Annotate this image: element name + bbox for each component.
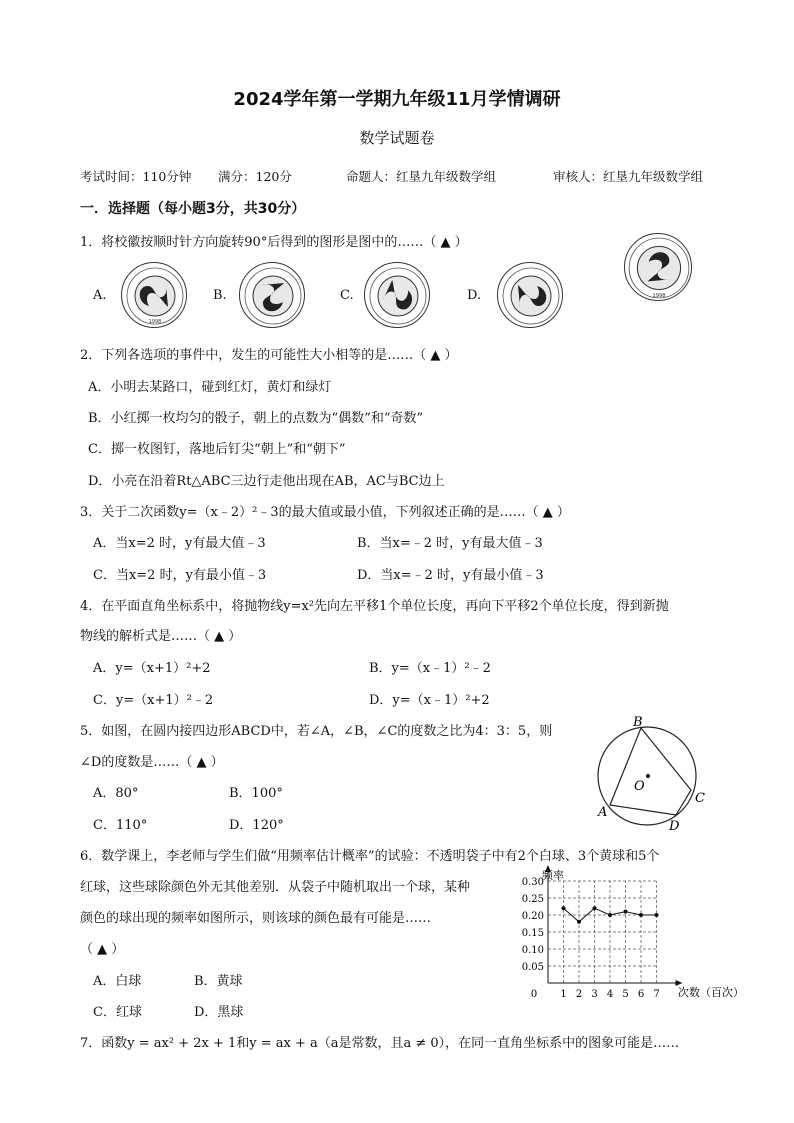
label-d: D bbox=[669, 819, 680, 834]
chart-ylabel: 频率 bbox=[542, 869, 564, 882]
q6-stem-line2: 红球，这些球除颜色外无其他差别．从袋子中随机取出一个球，某种 bbox=[80, 880, 471, 895]
q6-frequency-chart bbox=[500, 865, 750, 1005]
page-title: 2024学年第一学期九年级11月学情调研 bbox=[233, 89, 561, 110]
full-score: 满分：120分 bbox=[218, 169, 292, 184]
q1-stem: 1．将校徽按顺时针方向旋转90°后得到的图形是图中的……（ ▲ ） bbox=[80, 235, 468, 250]
x-tick-label: 3 bbox=[591, 989, 598, 1000]
badge-year: 1998 bbox=[652, 292, 666, 299]
q5-stem-line2: ∠D的度数是……（ ▲ ） bbox=[80, 755, 224, 770]
section-title: 一．选择题（每小题3分，共30分） bbox=[80, 201, 306, 217]
x-tick-label: 1 bbox=[560, 989, 567, 1000]
q1-option-c-label: C. bbox=[340, 288, 354, 303]
frequency-point bbox=[655, 913, 659, 917]
q3-option-d: D．当x=﹣2 时，y有最小值﹣3 bbox=[357, 568, 544, 583]
q4-option-d: D．y=（x﹣1）²+2 bbox=[369, 693, 490, 708]
q5-stem-line1: 5．如图，在圆内接四边形ABCD中，若∠A，∠B，∠C的度数之比为4：3：5，则 bbox=[80, 724, 553, 739]
q5-option-a: A．80° bbox=[93, 786, 139, 801]
q4-stem-line2: 物线的解析式是……（ ▲ ） bbox=[80, 629, 242, 644]
q4-option-a: A．y=（x+1）²+2 bbox=[93, 661, 211, 676]
frequency-point bbox=[624, 910, 628, 914]
y-tick-label: 0.15 bbox=[521, 928, 544, 939]
chart-grid bbox=[548, 881, 657, 983]
q6-stem-line1: 6．数学课上，李老师与学生们做“用频率估计概率”的试验：不透明袋子中有2个白球、3个黄球和5个 bbox=[80, 849, 660, 864]
y-tick-label: 0.05 bbox=[521, 962, 544, 973]
q4-option-c: C．y=（x+1）²﹣2 bbox=[93, 693, 214, 708]
x-tick-label: 5 bbox=[622, 989, 629, 1000]
page-subtitle: 数学试题卷 bbox=[359, 129, 435, 147]
q6-option-a: A．白球 bbox=[93, 974, 142, 989]
frequency-point bbox=[577, 920, 581, 924]
q2-option-d: D．小亮在沿着Rt△ABC三边行走他出现在AB，AC与BC边上 bbox=[88, 474, 445, 489]
x-tick-label: 0 bbox=[530, 989, 538, 1000]
label-b: B bbox=[633, 715, 643, 730]
q2-stem: 2．下列各选项的事件中，发生的可能性大小相等的是……（ ▲ ） bbox=[80, 348, 458, 363]
frequency-point bbox=[593, 906, 597, 910]
x-tick-label: 2 bbox=[575, 989, 583, 1000]
x-tick-label: 6 bbox=[637, 989, 645, 1000]
q3-stem: 3．关于二次函数y=（x﹣2）²﹣3的最大值或最小值，下列叙述正确的是……（ ▲ ） bbox=[80, 505, 570, 520]
q3-option-a: A．当x=2 时，y有最大值﹣3 bbox=[93, 536, 266, 551]
q1-option-c-badge[interactable] bbox=[364, 262, 430, 328]
y-tick-label: 0.30 bbox=[521, 877, 544, 888]
reviewer: 审核人：红垦九年级数学组 bbox=[553, 169, 704, 184]
x-tick-label: 7 bbox=[653, 989, 660, 1000]
q3-option-c: C．当x=2 时，y有最小值﹣3 bbox=[93, 568, 267, 583]
y-tick-label: 0.20 bbox=[521, 911, 544, 922]
q3-option-b: B．当x=﹣2 时，y有最大值﹣3 bbox=[357, 536, 543, 551]
q5-circle-figure bbox=[590, 712, 715, 837]
q5-option-b: B．100° bbox=[229, 786, 283, 801]
frequency-point bbox=[562, 906, 566, 910]
y-tick-label: 0.25 bbox=[521, 894, 544, 905]
q6-option-d: D．黑球 bbox=[194, 1005, 244, 1020]
school-badge-reference bbox=[624, 233, 692, 301]
q5-option-c: C．110° bbox=[93, 818, 148, 833]
label-c: C bbox=[695, 791, 705, 806]
q2-option-c: C．掷一枚图钉，落地后钉尖“朝上”和“朝下” bbox=[88, 442, 346, 457]
q1-option-b-label: B. bbox=[213, 288, 227, 303]
chart-axes bbox=[545, 865, 683, 986]
center-point bbox=[646, 774, 650, 778]
q1-option-d-badge[interactable] bbox=[497, 262, 563, 328]
q6-option-c: C．红球 bbox=[93, 1005, 142, 1020]
q6-stem-line4: （ ▲ ） bbox=[80, 942, 125, 957]
q1-option-b-badge[interactable] bbox=[239, 262, 305, 328]
q6-stem-line3: 颜色的球出现的频率如图所示，则该球的颜色最有可能是…… bbox=[80, 911, 432, 926]
frequency-point bbox=[608, 913, 612, 917]
q1-option-a-badge[interactable] bbox=[121, 262, 187, 328]
label-a: A bbox=[598, 805, 608, 820]
frequency-point bbox=[639, 913, 643, 917]
q4-stem-line1: 4．在平面直角坐标系中，将抛物线y=x²先向左平移1个单位长度，再向下平移2个单位长度，得到新抛 bbox=[80, 599, 669, 614]
badge-year: 1998 bbox=[148, 319, 162, 325]
chart-xlabel: 次数（百次） bbox=[678, 986, 744, 999]
q2-option-b: B．小红掷一枚均匀的骰子，朝上的点数为“偶数”和“奇数” bbox=[88, 411, 424, 426]
y-tick-label: 0.10 bbox=[521, 945, 544, 956]
exam-time: 考试时间：110分钟 bbox=[80, 169, 192, 184]
label-o: O bbox=[634, 779, 645, 794]
q1-option-d-label: D. bbox=[467, 288, 482, 303]
author: 命题人：红垦九年级数学组 bbox=[346, 169, 497, 184]
quadrilateral-abcd bbox=[610, 728, 691, 815]
q4-option-b: B．y=（x﹣1）²﹣2 bbox=[369, 661, 491, 676]
q7-stem: 7．函数y = ax² + 2x + 1和y = ax + a（a是常数，且a ≠ 0），在同一直角坐标系中的图象可能是…… bbox=[80, 1036, 680, 1051]
chart-tick-labels bbox=[522, 877, 660, 1000]
x-tick-label: 4 bbox=[606, 989, 614, 1000]
q2-option-a: A．小明去某路口，碰到红灯，黄灯和绿灯 bbox=[88, 380, 332, 395]
q5-option-d: D．120° bbox=[229, 818, 284, 833]
q6-option-b: B．黄球 bbox=[194, 974, 243, 989]
q1-option-a-label: A. bbox=[93, 288, 107, 303]
